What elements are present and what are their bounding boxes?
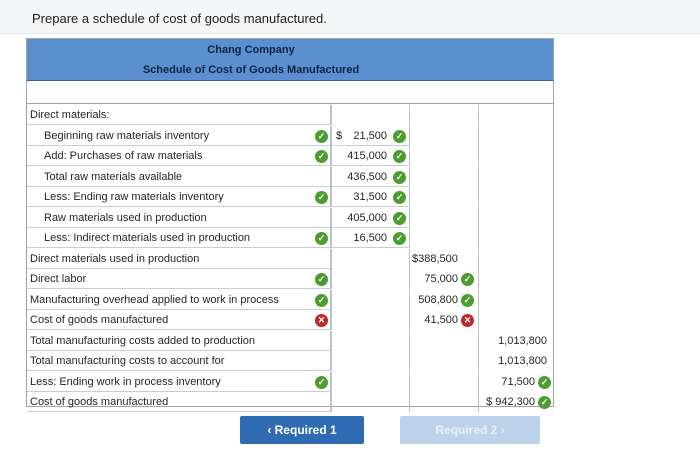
row-label: Cost of goods manufactured: [30, 396, 169, 408]
row-label-cell[interactable]: [27, 208, 331, 228]
dollar-sign: $: [336, 129, 343, 142]
amount-value: 41,500: [424, 314, 458, 326]
amount-value: 1,013,800: [498, 334, 547, 347]
row-label: Less: Ending raw materials inventory: [44, 191, 224, 203]
incorrect-x-icon: ✕: [461, 314, 474, 327]
correct-check-icon: ✓: [315, 130, 328, 143]
required-2-button[interactable]: Required 2 ›: [400, 416, 540, 444]
correct-check-icon: ✓: [315, 232, 328, 245]
question-bar: [0, 0, 700, 34]
schedule-row: [27, 187, 553, 207]
amount-col-2-cell[interactable]: [410, 208, 479, 228]
amount-col-2-cell[interactable]: [410, 167, 479, 187]
row-label-cell[interactable]: [27, 126, 331, 146]
amount-col-3-cell[interactable]: [479, 228, 553, 248]
row-label: Total manufacturing costs to account for: [30, 355, 225, 367]
correct-check-icon: ✓: [393, 171, 406, 184]
row-label-cell[interactable]: [27, 372, 331, 392]
correct-check-icon: ✓: [393, 191, 406, 204]
schedule-row: [27, 331, 553, 351]
amount-col-3-cell[interactable]: [479, 331, 553, 351]
amount-col-3-cell[interactable]: [479, 208, 553, 228]
company-name: Chang Company: [207, 44, 295, 56]
row-label: Direct materials:: [30, 109, 110, 121]
schedule-row: [27, 310, 553, 330]
correct-check-icon: ✓: [538, 396, 551, 409]
question-prompt: Prepare a schedule of cost of goods manufactured.: [32, 11, 327, 26]
schedule-row: [27, 372, 553, 392]
schedule-row: [27, 351, 553, 371]
amount-col-1-cell[interactable]: [331, 249, 410, 269]
amount-col-3-cell[interactable]: [479, 351, 553, 371]
amount-col-2-cell[interactable]: [410, 331, 479, 351]
amount-value: 31,500: [353, 191, 387, 203]
amount-col-1-cell[interactable]: [331, 310, 410, 330]
amount-value: 415,000: [347, 150, 387, 162]
amount-col-1-cell[interactable]: [331, 331, 410, 351]
amount-col-1-cell[interactable]: [331, 372, 410, 392]
row-label-cell[interactable]: [27, 310, 331, 330]
row-label: Direct labor: [30, 273, 87, 285]
row-label: Total manufacturing costs added to production: [30, 334, 256, 347]
amount-value: 508,800: [418, 293, 458, 306]
row-label-cell[interactable]: [27, 187, 331, 207]
amount-col-2-cell[interactable]: [410, 105, 479, 125]
row-label: Raw materials used in production: [44, 211, 207, 224]
schedule-row: [27, 269, 553, 289]
correct-check-icon: ✓: [461, 294, 474, 307]
schedule-header: [27, 39, 553, 81]
amount-value: 436,500: [347, 170, 387, 183]
row-label-cell[interactable]: [27, 351, 331, 371]
row-label-cell[interactable]: [27, 392, 331, 412]
correct-check-icon: ✓: [315, 150, 328, 163]
amount-col-3-cell[interactable]: [479, 187, 553, 207]
schedule-title: Schedule of Cost of Goods Manufactured: [142, 64, 360, 76]
amount-col-3-cell[interactable]: [479, 249, 553, 269]
schedule-row: [27, 249, 553, 269]
amount-value: 405,000: [347, 211, 387, 224]
amount-col-1-cell[interactable]: [331, 105, 410, 125]
amount-col-1-cell[interactable]: [331, 392, 410, 412]
row-label: Less: Indirect materials used in production: [44, 232, 251, 244]
amount-value: $388,500: [412, 252, 458, 265]
schedule-row: [27, 167, 553, 187]
row-label: Cost of goods manufactured: [30, 314, 169, 326]
row-label-cell[interactable]: [27, 290, 331, 310]
schedule-row: [27, 228, 553, 248]
amount-col-3-cell[interactable]: [479, 310, 553, 330]
correct-check-icon: ✓: [393, 150, 406, 163]
row-label: Less: Ending work in process inventory: [30, 375, 221, 388]
amount-col-3-cell[interactable]: [479, 167, 553, 187]
amount-col-2-cell[interactable]: [410, 392, 479, 412]
row-label-cell[interactable]: [27, 249, 331, 269]
amount-col-2-cell[interactable]: [410, 249, 479, 269]
correct-check-icon: ✓: [393, 232, 406, 245]
row-label-cell[interactable]: [27, 331, 331, 351]
row-label: Total raw materials available: [44, 170, 183, 183]
row-label-cell[interactable]: [27, 228, 331, 248]
correct-check-icon: ✓: [315, 191, 328, 204]
schedule-row: [27, 290, 553, 310]
correct-check-icon: ✓: [538, 376, 551, 389]
row-label-cell[interactable]: [27, 167, 331, 187]
amount-value: 16,500: [353, 232, 387, 244]
amount-col-3-cell[interactable]: [479, 126, 553, 146]
row-label-cell[interactable]: [27, 146, 331, 166]
schedule-row: [27, 105, 553, 125]
required-1-button[interactable]: ‹ Required 1: [240, 416, 364, 444]
amount-col-2-cell[interactable]: [410, 351, 479, 371]
cogm-schedule: [26, 38, 554, 407]
amount-value: 1,013,800: [498, 355, 547, 367]
row-label: Manufacturing overhead applied to work in process: [30, 293, 279, 306]
row-label-cell[interactable]: [27, 105, 331, 125]
row-label-cell[interactable]: [27, 269, 331, 289]
amount-value: 75,000: [424, 273, 458, 285]
amount-col-2-cell[interactable]: [410, 126, 479, 146]
amount-col-1-cell[interactable]: [331, 290, 410, 310]
header-spacer: [27, 81, 553, 104]
incorrect-x-icon: ✕: [315, 314, 328, 327]
correct-check-icon: ✓: [315, 294, 328, 307]
schedule-row: [27, 208, 553, 228]
row-label: Beginning raw materials inventory: [44, 129, 210, 142]
amount-col-2-cell[interactable]: [410, 146, 479, 166]
correct-check-icon: ✓: [315, 376, 328, 389]
amount-col-2-cell[interactable]: [410, 228, 479, 248]
amount-col-2-cell[interactable]: [410, 372, 479, 392]
row-label: Direct materials used in production: [30, 252, 200, 265]
amount-col-3-cell[interactable]: [479, 105, 553, 125]
amount-col-1-cell[interactable]: [331, 351, 410, 371]
row-label: Add: Purchases of raw materials: [44, 150, 203, 162]
amount-col-3-cell[interactable]: [479, 269, 553, 289]
schedule-row: [27, 392, 553, 412]
amount-value: 71,500: [501, 375, 535, 388]
correct-check-icon: ✓: [393, 212, 406, 225]
amount-col-2-cell[interactable]: [410, 187, 479, 207]
schedule-row: [27, 126, 553, 146]
amount-col-3-cell[interactable]: [479, 146, 553, 166]
schedule-row: [27, 146, 553, 166]
correct-check-icon: ✓: [461, 273, 474, 286]
amount-value: 21,500: [353, 129, 387, 142]
amount-value: $ 942,300: [486, 396, 535, 408]
amount-col-3-cell[interactable]: [479, 290, 553, 310]
amount-col-1-cell[interactable]: [331, 269, 410, 289]
correct-check-icon: ✓: [393, 130, 406, 143]
correct-check-icon: ✓: [315, 273, 328, 286]
